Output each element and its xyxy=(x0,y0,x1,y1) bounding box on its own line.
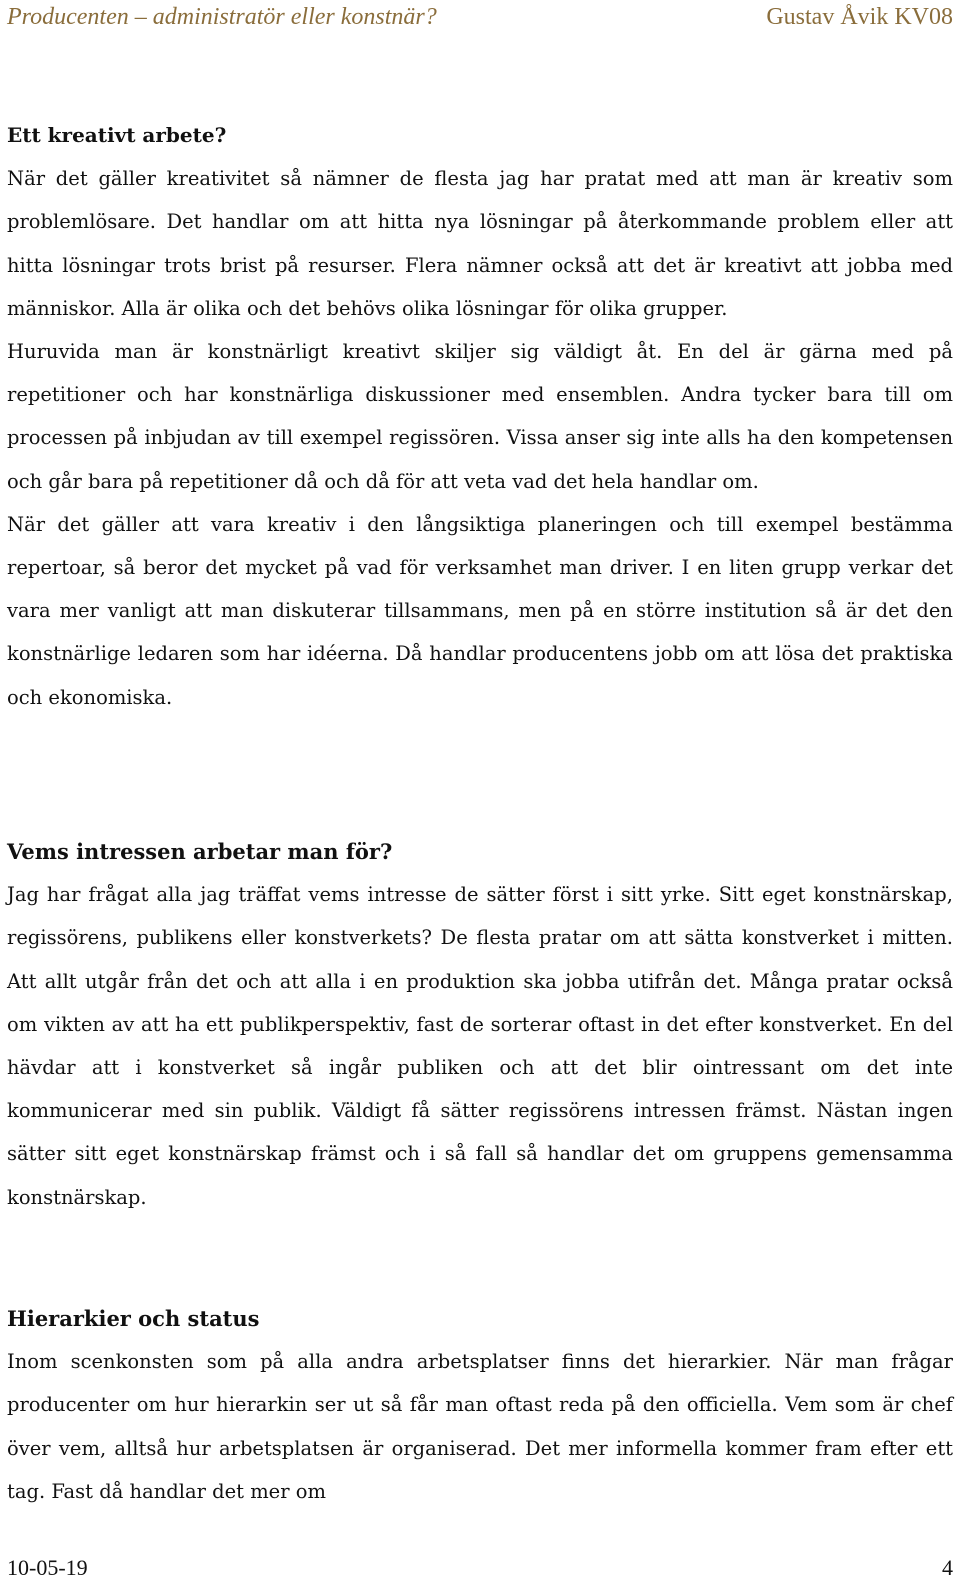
paragraph: Jag har frågat alla jag träffat vems intresse de sätter först i sitt yrke. Sitt eget konstnärskap, regissörens, publikens eller konstverkets? De flesta pratar om att sätta konstverket i mitten. Att allt utgår från det och att alla i en produktion ska jobba utifrån det. Många pratar också om vikten av att ha ett publikperspektiv, fast de sorterar oftast in det efter konstverket. En del hävdar att i konstverket så ingår publiken och att det blir ointressant om det inte kommunicerar med sin publik. Väldigt få sätter regissörens intressen främst. Nästan ingen sätter sitt eget konstnärskap främst och i så fall så handlar det om gruppens gemensamma konstnärskap. xyxy=(7,883,953,1209)
page-number: 4 xyxy=(942,1555,953,1580)
section-whose-interests xyxy=(7,830,953,1219)
author-label: Gustav Åvik KV08 xyxy=(766,4,953,30)
section-heading: Ett kreativt arbete? xyxy=(7,123,227,147)
paragraph: Inom scenkonsten som på alla andra arbetsplatser finns det hierarkier. När man frågar producenter om hur hierarkin ser ut så får man oftast reda på den officiella. Vem som är chef över vem, alltså hur arbetsplatsen är organiserad. Det mer informella kommer fram efter ett tag. Fast då handlar det mer om xyxy=(7,1350,953,1503)
paragraph: Huruvida man är konstnärligt kreativt skiljer sig väldigt åt. En del är gärna med på repetitioner och har konstnärliga diskussioner med ensemblen. Andra tycker bara till om processen på inbjudan av till exempel regissören. Vissa anser sig inte alls ha den kompetensen och går bara på repetitioner då och då för att veta vad det hela handlar om. xyxy=(7,340,953,493)
paragraph: När det gäller kreativitet så nämner de flesta jag har pratat med att man är kreativ som problemlösare. Det handlar om att hitta nya lösningar på återkommande problem eller att hitta lösningar trots brist på resurser. Flera nämner också att det är kreativt att jobba med människor. Alla är olika och det behövs olika lösningar för olika grupper. xyxy=(7,167,953,320)
section-hierarchies xyxy=(7,1297,953,1513)
document-title: Producenten – administratör eller konstnär? xyxy=(7,4,437,30)
section-creative-work xyxy=(7,114,953,719)
paragraph: När det gäller att vara kreativ i den långsiktiga planeringen och till exempel bestämma repertoar, så beror det mycket på vad för verksamhet man driver. I en liten grupp verkar det vara mer vanligt att man diskuterar tillsammans, men på en större institution så är det den konstnärlige ledaren som har idéerna. Då handlar producentens jobb om att lösa det praktiska och ekonomiska. xyxy=(7,512,953,709)
page-header xyxy=(7,4,953,38)
section-heading: Vems intressen arbetar man för? xyxy=(7,839,393,864)
section-heading: Hierarkier och status xyxy=(7,1306,260,1331)
footer-date: 10-05-19 xyxy=(7,1555,88,1580)
page-footer xyxy=(7,1555,953,1585)
